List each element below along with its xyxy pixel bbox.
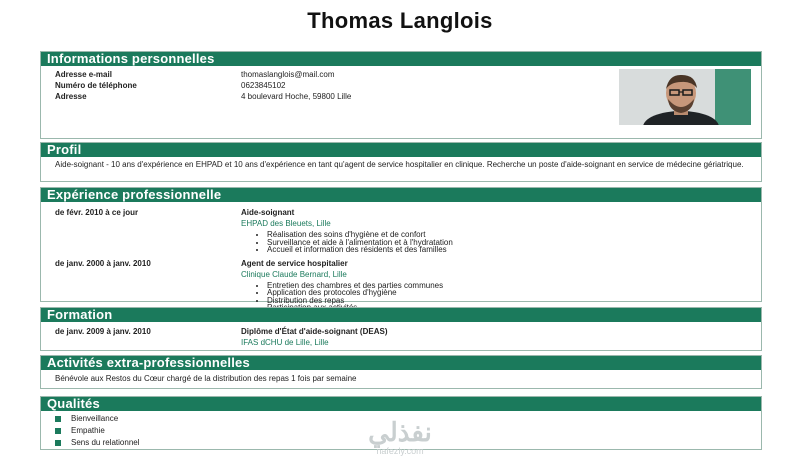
- square-bullet-icon: [55, 416, 61, 422]
- job-entry: [41, 207, 761, 256]
- activities-text: Bénévole aux Restos du Cœur chargé de la distribution des repas 1 fois par semaine: [55, 374, 357, 383]
- experience-header: Expérience professionnelle: [41, 188, 761, 202]
- task-item: • Surveillance et aide à l'alimentation et à l'hydratation: [267, 239, 761, 247]
- watermark-logo: نفذلي: [368, 417, 432, 447]
- education-header: Formation: [41, 308, 761, 322]
- personal-info-header: Informations personnelles: [41, 52, 761, 66]
- info-value: 4 boulevard Hoche, 59800 Lille: [241, 92, 352, 101]
- task-item: • Entretien des chambres et des parties communes: [267, 282, 761, 290]
- profile-photo: [619, 69, 751, 125]
- cv-name: Thomas Langlois: [307, 8, 493, 33]
- diploma-title: Diplôme d'État d'aide-soignant (DEAS): [241, 327, 388, 336]
- person-portrait-icon: [619, 69, 751, 125]
- job-title: Aide-soignant: [241, 208, 295, 217]
- info-label: Adresse: [55, 92, 87, 101]
- watermark: [340, 418, 460, 456]
- job-employer: Clinique Claude Bernard, Lille: [241, 269, 347, 279]
- task-list: [241, 231, 761, 254]
- personal-info-section: [40, 51, 762, 139]
- education-dates: de janv. 2009 à janv. 2010: [55, 327, 151, 336]
- quality-label: Bienveillance: [71, 414, 119, 423]
- profile-section: [40, 142, 762, 182]
- job-title: Agent de service hospitalier: [241, 258, 348, 268]
- task-item: • Réalisation des soins d'hygiène et de confort: [267, 231, 761, 239]
- profile-header: Profil: [41, 143, 761, 157]
- task-item: • Distribution des repas: [267, 297, 761, 305]
- task-item: • Accueil et information des résidents et des familles: [267, 246, 761, 254]
- profile-text: Aide-soignant - 10 ans d'expérience en EHPAD et 10 ans d'expérience en tant qu'agent de service hospitalier en clinique. Recherche un poste d'aide-soignant en service de médecine gériatrique.: [55, 160, 744, 169]
- task-item: • Application des protocoles d'hygiène: [267, 289, 761, 297]
- experience-section: [40, 187, 762, 305]
- quality-label: Empathie: [71, 426, 105, 435]
- square-bullet-icon: [55, 440, 61, 446]
- activities-header: Activités extra-professionnelles: [41, 356, 761, 370]
- quality-label: Sens du relationnel: [71, 438, 140, 447]
- education-section: [40, 307, 762, 351]
- square-bullet-icon: [55, 428, 61, 434]
- info-value: 0623845102: [241, 81, 286, 90]
- job-employer: EHPAD des Bleuets, Lille: [241, 219, 331, 228]
- info-value: thomaslanglois@mail.com: [241, 70, 335, 79]
- education-entry: [41, 326, 761, 348]
- activities-section: [40, 355, 762, 389]
- job-dates: de janv. 2000 à janv. 2010: [55, 258, 151, 268]
- info-label: Adresse e-mail: [55, 70, 112, 79]
- job-dates: de févr. 2010 à ce jour: [55, 208, 139, 217]
- job-entry: [41, 258, 761, 314]
- school-name: IFAS dCHU de Lille, Lille: [241, 338, 329, 347]
- info-label: Numéro de téléphone: [55, 81, 137, 90]
- qualities-header: Qualités: [41, 397, 761, 411]
- watermark-url: nafezly.com: [376, 446, 424, 456]
